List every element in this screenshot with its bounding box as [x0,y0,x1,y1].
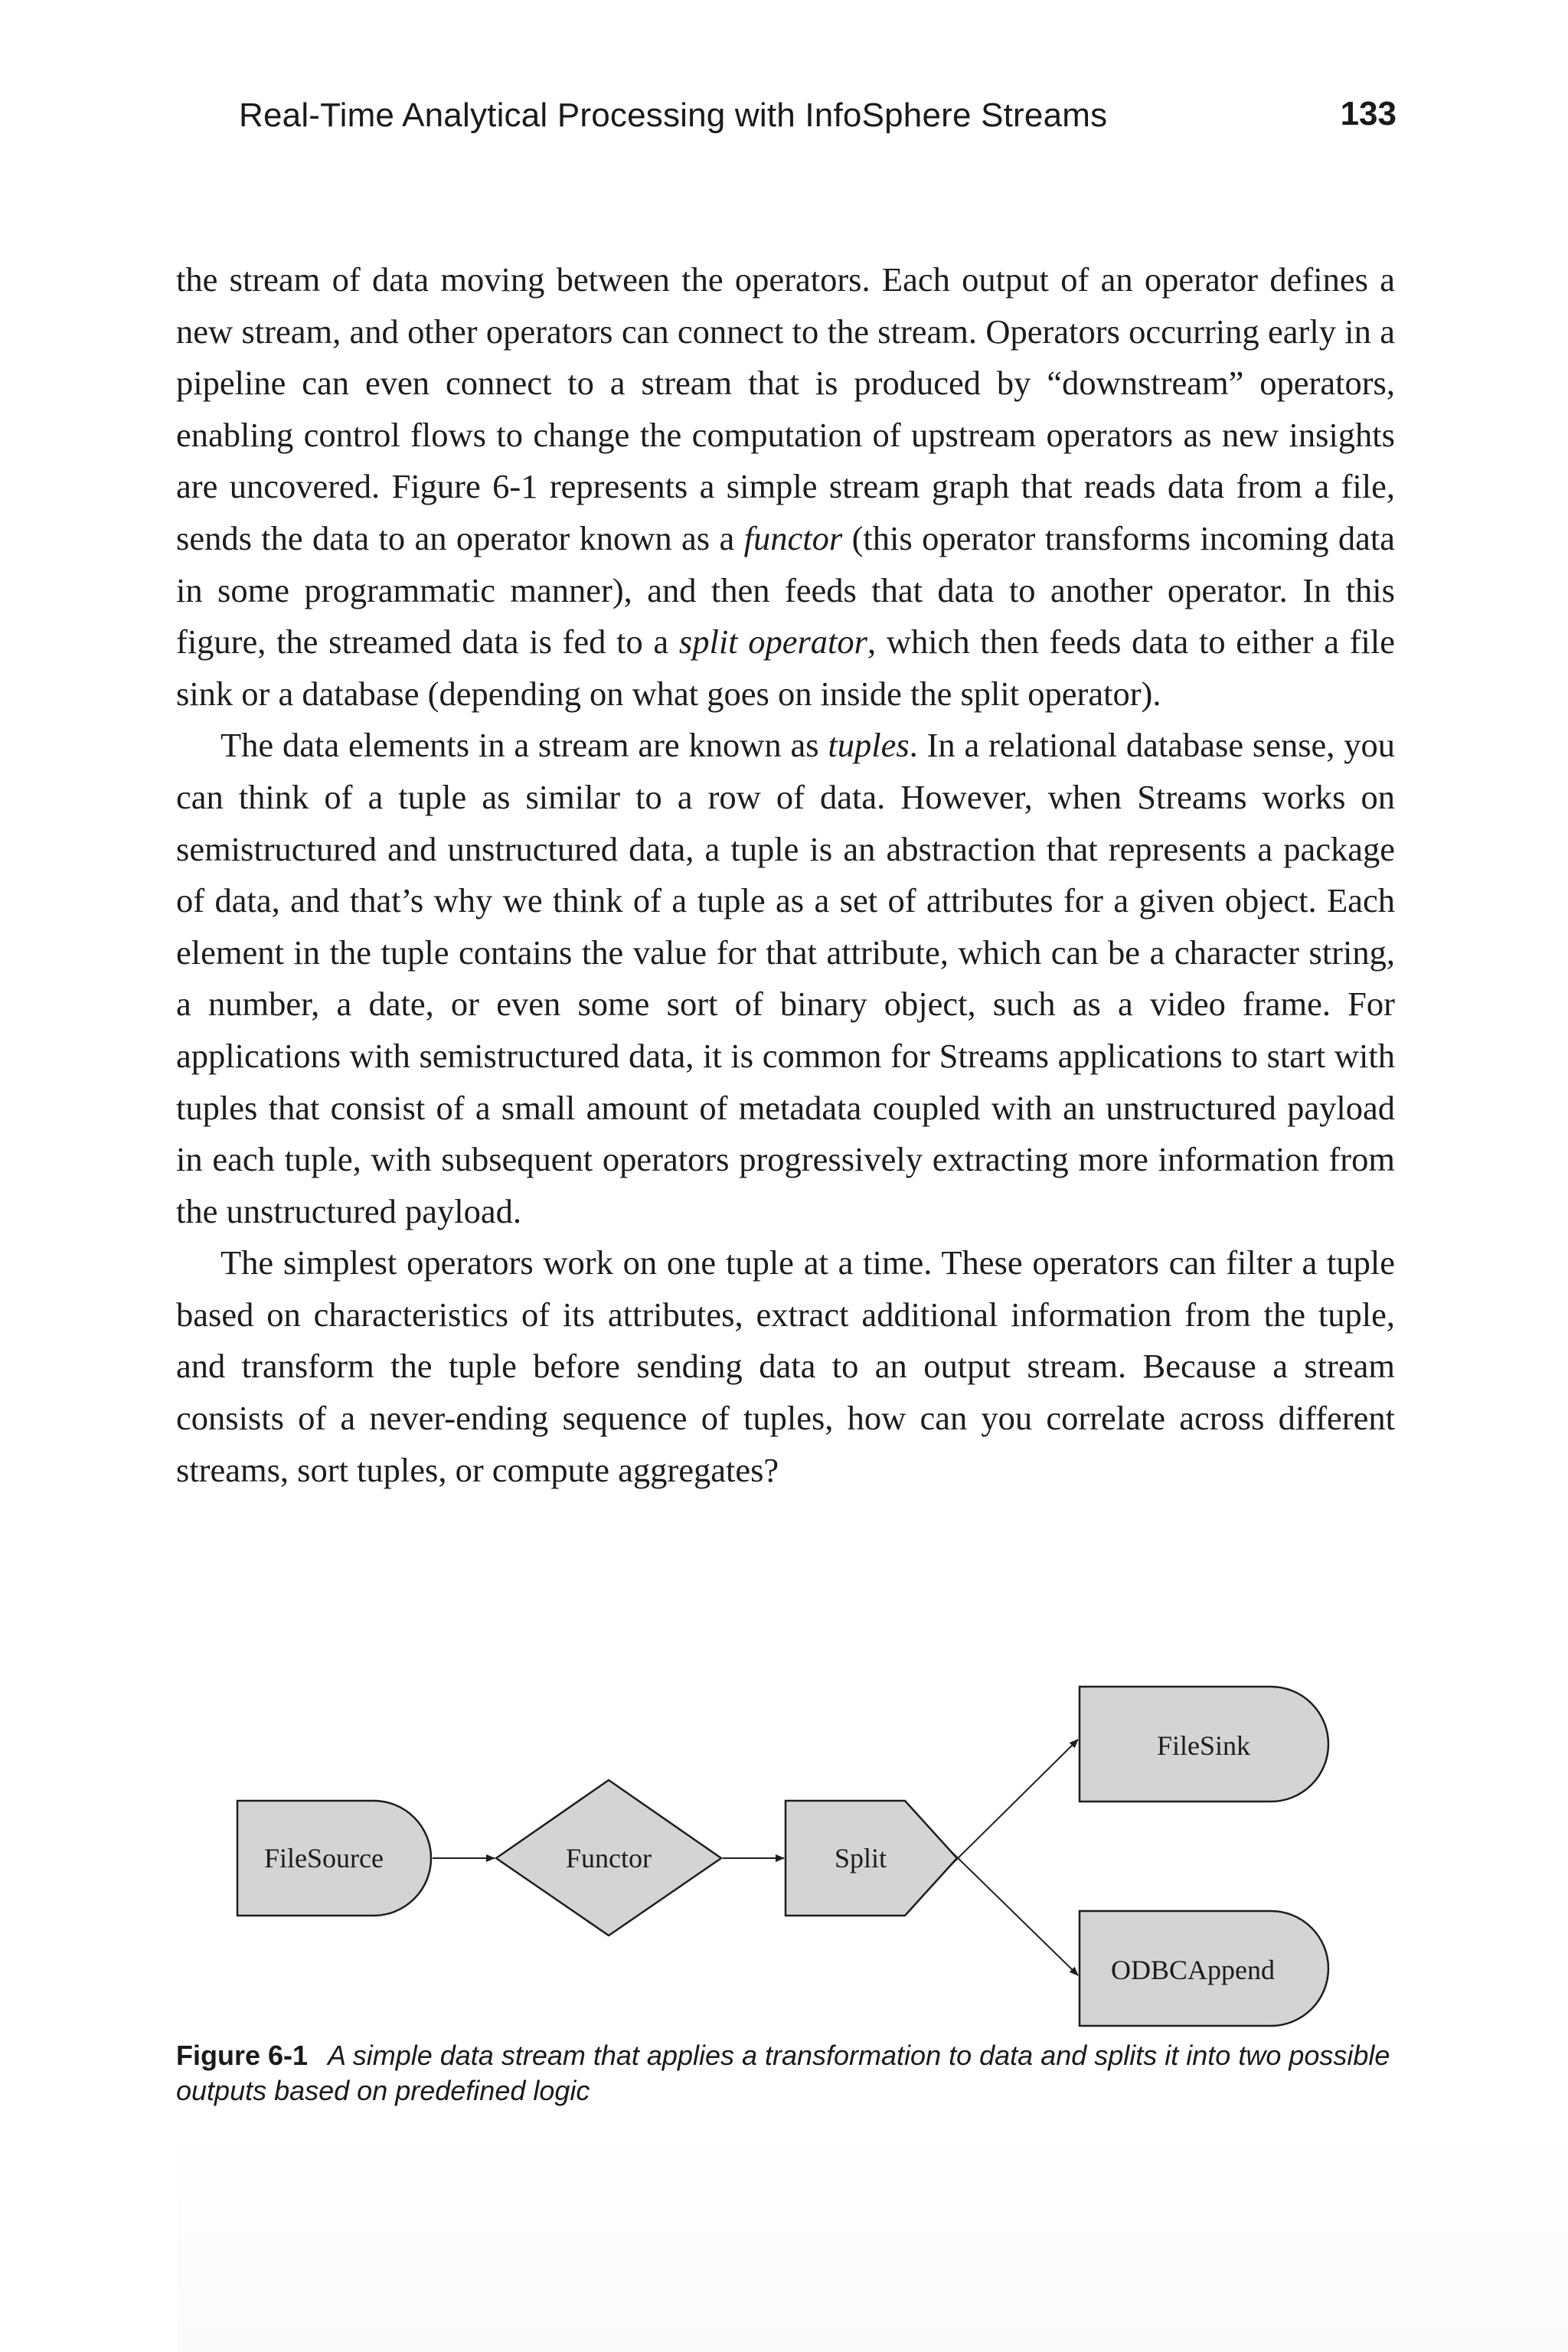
figure-6-1 [0,1669,1568,2052]
filesink-label: FileSink [1156,1730,1251,1761]
odbcappend-label: ODBCAppend [1111,1955,1275,1985]
paragraph [176,254,1395,720]
emphasis-functor: functor [743,518,843,557]
page-bottom-shading [178,2128,1568,2352]
figure-caption [176,2038,1401,2109]
text-run: , which then feeds data to either a file sink or a database (depending on what goes on inside the split operator). [176,622,1395,713]
paragraph [176,1237,1395,1496]
running-head: Real-Time Analytical Processing with InfoSphere Streams [239,96,1108,134]
emphasis-split-operator: split operator [678,622,867,662]
page-number: 133 [1340,95,1396,132]
split-label: Split [834,1843,887,1873]
filesource-label: FileSource [264,1843,384,1873]
text-run: The data elements in a stream are known as [220,726,828,765]
emphasis-tuples: tuples [828,726,910,765]
functor-label: Functor [566,1843,652,1873]
text-run: (this operator transforms incoming data in some programmatic manner), and then feeds that data to another operator. In this figure, the streamed data is fed to a [176,518,1395,662]
arrow-split-to-filesink [949,1740,1078,1867]
stream-graph-diagram [0,1669,1568,2052]
caption-label: Figure 6-1 [176,2040,309,2071]
caption-text: A simple data stream that applies a transformation to data and splits it into two possible outputs based on predefined logic [176,2040,1390,2106]
body-text [176,254,1395,1496]
text-run: The simplest operators work on one tuple at a time. These operators can filter a tuple based on characteristics of its attributes, extract additional information from the tuple, and transform the tuple before sending data to an output stream. Because a stream consists of a never-ending sequence of tuples, how can you correlate across different streams, sort tuples, or compute aggregates? [176,1243,1395,1489]
text-run: . In a relational database sense, you can think of a tuple as similar to a row of data. However, when Streams works on semistructured and unstructured data, a tuple is an abstraction that represents a package of data, and that’s why we think of a tuple as a set of attributes for a given object. Each element in the tuple contains the value for that attribute, which can be a character string, a number, a date, or even some sort of binary object, such as a video frame. For applications with semistructured data, it is common for Streams applications to start with tuples that consist of a small amount of metadata coupled with an unstructured payload in each tuple, with subsequent operators progressively extracting more information from the unstructured payload. [176,726,1396,1230]
arrow-split-to-odbcappend [949,1850,1078,1975]
paragraph [176,720,1395,1237]
text-run: the stream of data moving between the operators. Each output of an operator defines a new stream, and other operators can connect to the stream. Operators occurring early in a pipeline can even connect to a stream that is produced by “downstream” operators, enabling control flows to change the computation of upstream operators as new insights are uncovered. Figure 6-1 represents a simple stream graph that reads data from a file, sends the data to an operator known as a [176,260,1395,557]
page-header [239,90,1396,152]
